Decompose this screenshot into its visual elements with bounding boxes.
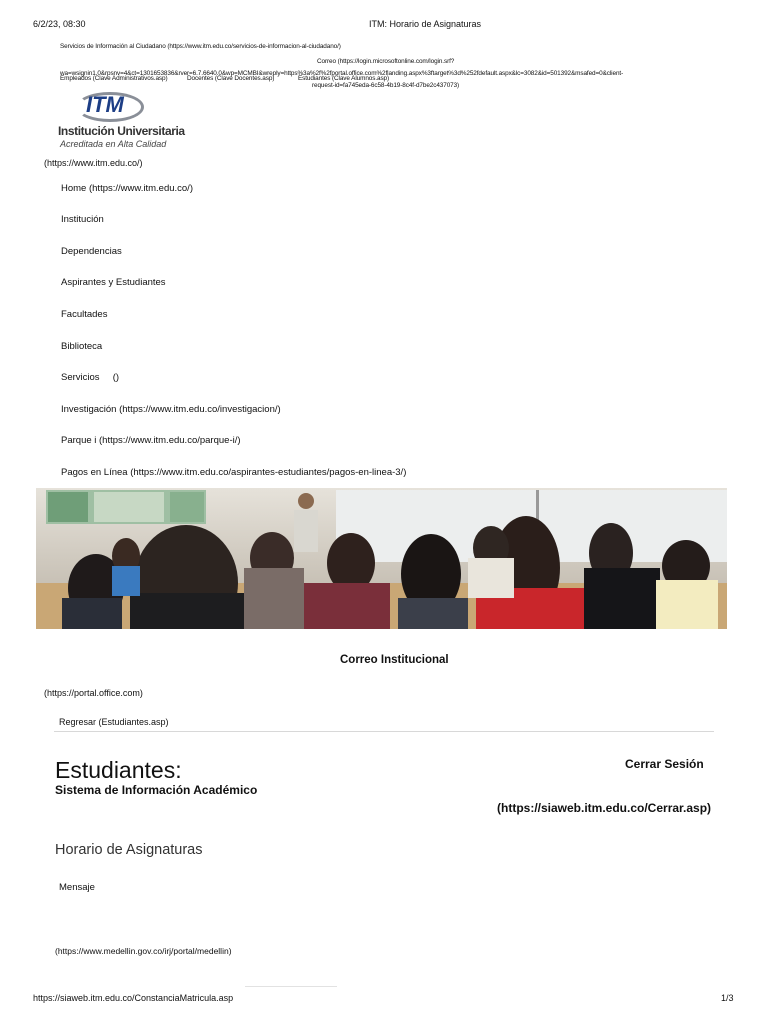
nav-dependencias[interactable]: Dependencias xyxy=(61,246,122,257)
empleados-link[interactable]: Empleados (Clave Administrativos.asp) xyxy=(60,75,168,82)
nav-pagos-en-linea[interactable]: Pagos en Línea (https://www.itm.edu.co/aspirantes-estudiantes/pagos-en-linea-3/) xyxy=(61,467,407,478)
divider xyxy=(54,731,714,732)
print-page-number: 1/3 xyxy=(721,993,734,1003)
nav-aspirantes[interactable]: Aspirantes y Estudiantes xyxy=(61,277,166,288)
nav-servicios[interactable]: Servicios () xyxy=(61,372,120,383)
logo-link[interactable]: (https://www.itm.edu.co/) xyxy=(44,158,143,168)
print-datetime: 6/2/23, 08:30 xyxy=(33,19,86,29)
nav-biblioteca[interactable]: Biblioteca xyxy=(61,341,103,352)
nav-facultades[interactable]: Facultades xyxy=(61,309,108,320)
estudiantes-link[interactable]: Estudiantes (Clave Alumnos.asp) xyxy=(298,75,390,82)
servicios-ciudadano-link[interactable]: Servicios de Información al Ciudadano (https://www.itm.edu.co/servicios-de-informacion-al-ciudadano/) xyxy=(60,43,341,50)
itm-logo[interactable] xyxy=(58,90,185,152)
correo-institucional-label: Correo Institucional xyxy=(340,654,449,666)
logo-mark: ITM xyxy=(86,92,124,117)
nav-investigacion[interactable]: Investigación (https://www.itm.edu.co/investigacion/) xyxy=(61,404,281,415)
nav-institucion[interactable]: Institución xyxy=(61,214,104,225)
correo-link[interactable]: Correo (https://login.microsoftonline.com/login.srf? xyxy=(317,58,455,65)
logo-line2: Acreditada en Alta Calidad xyxy=(60,139,167,149)
logo-line1: Institución Universitaria xyxy=(58,124,185,138)
docentes-link[interactable]: Docentes (Clave Docentes.asp) xyxy=(187,75,275,82)
medellin-link[interactable]: (https://www.medellin.gov.co/irj/portal/medellin) xyxy=(55,946,232,956)
cerrar-sesion-button[interactable]: Cerrar Sesión xyxy=(625,757,704,771)
classroom-banner-image xyxy=(36,488,727,629)
footer-divider xyxy=(245,986,337,987)
nav-home[interactable]: Home (https://www.itm.edu.co/) xyxy=(61,183,193,194)
correo-request-id: request-id=fa745eda-6c58-4b19-8c4f-d7be2c437073) xyxy=(312,82,460,89)
correo-link-url[interactable]: wa=wsignin1.0&rpsnv=4&ct=1301653836&rver=6.7.6640.0&wp=MCMBI&wreply=https%3a%2f%2fportal.office.com%2flanding.aspx%3ftarget%3d%252fdefault.aspx&lc=3082&id=501392&msafed=0&client- xyxy=(60,70,624,77)
mensaje-label: Mensaje xyxy=(59,882,95,893)
page-heading: Estudiantes: xyxy=(55,757,182,783)
regresar-link[interactable]: Regresar (Estudiantes.asp) xyxy=(59,717,169,727)
print-title: ITM: Horario de Asignaturas xyxy=(369,19,482,29)
cerrar-sesion-link[interactable]: (https://siaweb.itm.edu.co/Cerrar.asp) xyxy=(497,801,712,815)
nav-parque-i[interactable]: Parque i (https://www.itm.edu.co/parque-i/) xyxy=(61,435,241,446)
correo-institucional-link[interactable]: (https://portal.office.com) xyxy=(44,688,143,698)
print-footer-url: https://siaweb.itm.edu.co/ConstanciaMatricula.asp xyxy=(33,993,234,1003)
horario-title: Horario de Asignaturas xyxy=(55,842,203,858)
page-subheading: Sistema de Información Académico xyxy=(55,783,258,797)
